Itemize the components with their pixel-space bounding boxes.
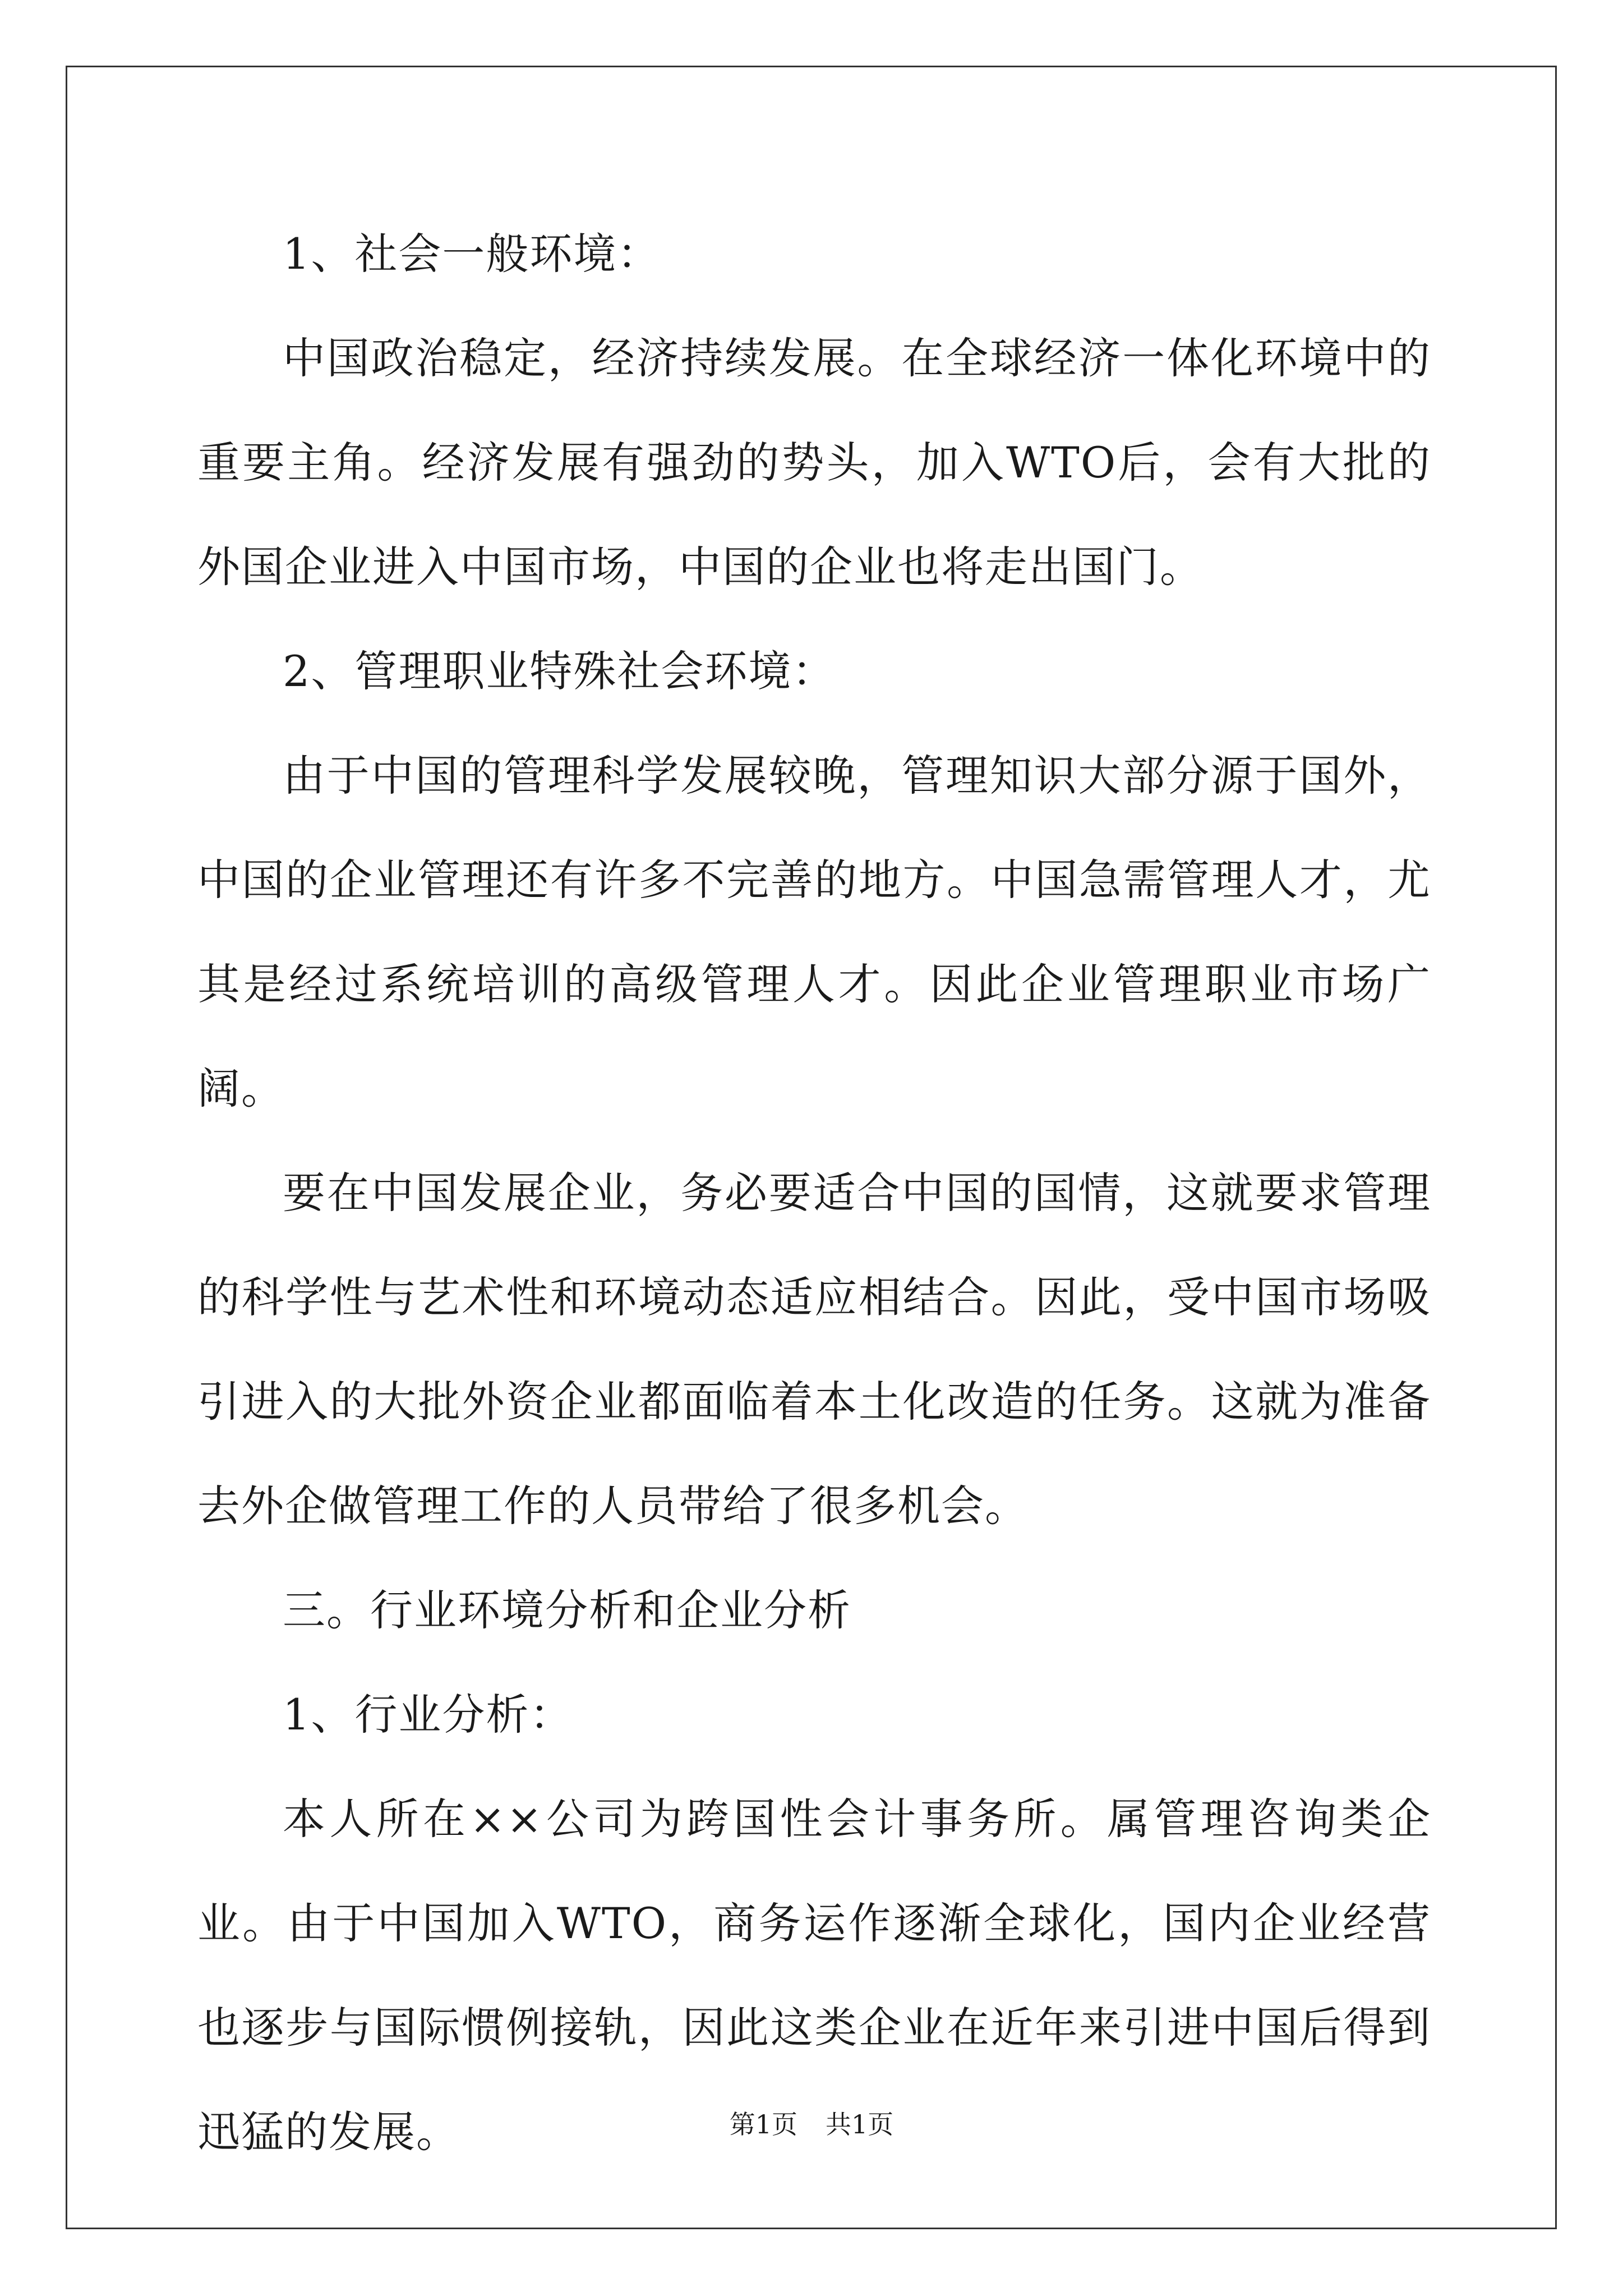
paragraph-industry-heading: 1、行业分析： — [283, 1690, 574, 1740]
paragraph-social-environment-body: 中国政治稳定，经济持续发展。在全球经济一体化环境中的重要主角。经济发展有强劲的势头，加入WTO后，会有大批的外国企业进入中国市场，中国的企业也将走出国门。 — [197, 333, 1431, 592]
document-body — [197, 202, 1431, 2184]
paragraph-industry-body: 本人所在××公司为跨国性会计事务所。属管理咨询类企业。由于中国加入WTO，商务运作逐渐全球化，国内企业经营也逐步与国际惯例接轨，因此这类企业在近年来引进中国后得到迅猛的发展。 — [197, 1794, 1431, 2157]
paragraph-social-environment-heading: 1、社会一般环境： — [283, 229, 661, 279]
paragraph-management-environment-heading: 2、管理职业特殊社会环境： — [283, 646, 836, 696]
paragraph-management-environment-body: 由于中国的管理科学发展较晚，管理知识大部分源于国外，中国的企业管理还有许多不完善的地方。中国急需管理人才，尤其是经过系统培训的高级管理人才。因此企业管理职业市场广阔。 — [197, 751, 1431, 1114]
page-number: 第1页 — [729, 2109, 797, 2139]
paragraph-localization: 要在中国发展企业，务必要适合中国的国情，这就要求管理的科学性与艺术性和环境动态适应相结合。因此，受中国市场吸引进入的大批外资企业都面临着本土化改造的任务。这就为准备去外企做管理工作的人员带给了很多机会。 — [197, 1168, 1431, 1531]
section-heading-industry-analysis: 三。行业环境分析和企业分析 — [283, 1585, 851, 1635]
page-footer — [0, 2108, 1623, 2141]
page-total: 共1页 — [826, 2109, 894, 2139]
